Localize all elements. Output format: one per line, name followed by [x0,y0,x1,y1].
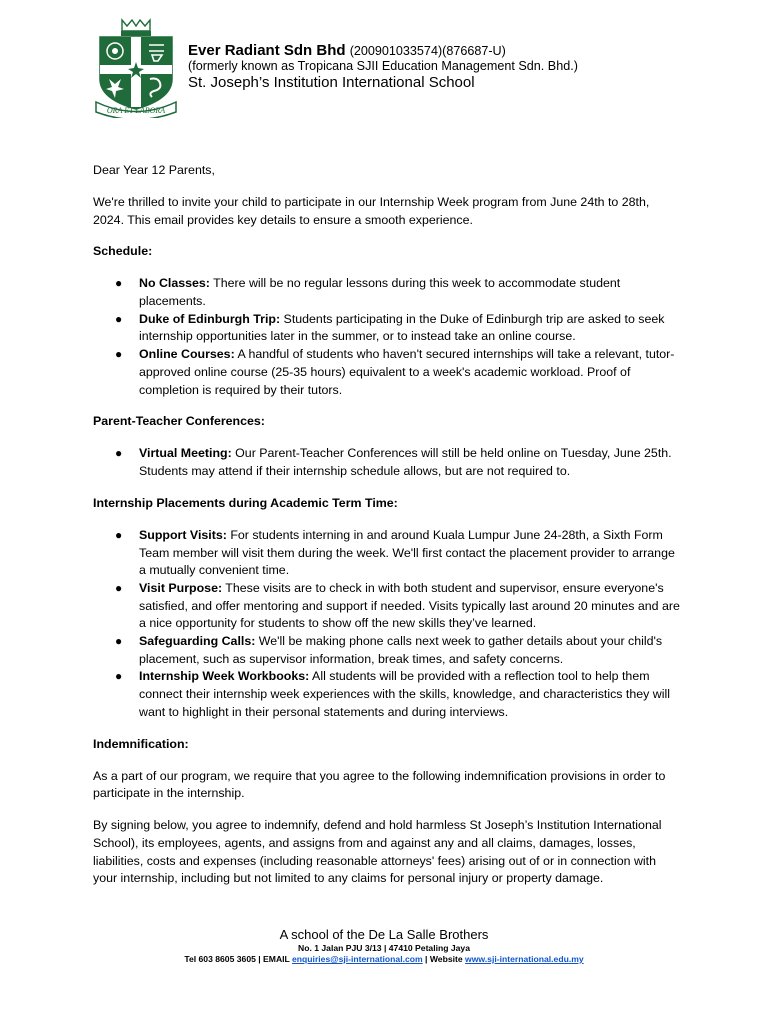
list-item [115,346,683,399]
company-line [188,43,578,59]
bullet-icon: ● [115,446,123,461]
item-text: Our Parent-Teacher Conferences will still be held online on Tuesday, June 25th. Students may attend if their internship schedule allows, but are not required to. [139,446,672,479]
placements-list [93,527,683,722]
indemnification-heading: Indemnification: [93,736,189,751]
item-label: No Classes: [139,276,210,291]
bullet-icon: ● [115,311,123,326]
footer [0,927,768,965]
item-label: Duke of Edinburgh Trip: [139,311,281,326]
company-numbers: (200901033574)(876687-U) [349,44,506,58]
item-label: Virtual Meeting: [139,446,232,461]
item-text: For students interning in and around Kuala Lumpur June 24-28th, a Sixth Form Team member will visit them during the week. We'll first contact the placement provider to arrange a mutually convenient time. [139,527,675,578]
letter-body [93,162,683,902]
school-crest-logo [94,17,178,118]
footer-address: No. 1 Jalan PJU 3/13 | 47410 Petaling Jaya [298,943,470,953]
website-link[interactable]: www.sji-international.edu.my [465,954,584,964]
company-name: Ever Radiant Sdn Bhd [188,42,346,59]
placements-heading: Internship Placements during Academic Term Time: [93,495,398,510]
schedule-heading: Schedule: [93,244,153,259]
letterhead [188,43,578,91]
footer-website-label: | Website [422,954,466,964]
ptc-heading: Parent-Teacher Conferences: [93,414,265,429]
item-label: Internship Week Workbooks: [139,669,310,684]
item-text: Students participating in the Duke of Edinburgh trip are asked to seek internship opportunities later in the summer, or to instead take an online course. [139,311,665,344]
intro-paragraph: We're thrilled to invite your child to participate in our Internship Week program from June 24th to 28th, 2024. This email provides key details to ensure a smooth experience. [93,194,650,227]
greeting: Dear Year 12 Parents, [93,163,215,177]
ptc-list [93,445,683,480]
schedule-list [93,275,683,399]
school-crest-icon [94,17,178,118]
list-item [115,445,683,480]
bullet-icon: ● [115,580,123,595]
motto-text: ORA ET LABORA [106,106,166,115]
footer-tel: Tel 603 8605 3605 | EMAIL [184,954,293,964]
footer-contact [0,954,768,965]
footer-tagline: A school of the De La Salle Brothers [279,927,489,942]
bullet-icon: ● [115,276,123,291]
email-link[interactable]: enquiries@sji-international.com [292,954,423,964]
indemnification-paragraph-1: As a part of our program, we require that you agree to the following indemnification provisions in order to participate in the internship. [93,768,666,801]
school-name: St. Joseph’s Institution International School [188,74,475,91]
formerly-known-as: (formerly known as Tropicana SJII Education Management Sdn. Bhd.) [188,59,578,73]
item-label: Support Visits: [139,527,227,542]
bullet-icon: ● [115,347,123,362]
item-label: Visit Purpose: [139,580,223,595]
list-item [115,633,683,668]
item-text: These visits are to check in with both student and supervisor, ensure everyone's satisfied, and offer mentoring and support if needed. Visits typically last around 20 minutes and are a nice opportunity for students to show off the new skills they’ve learned. [139,580,680,631]
item-text: We'll be making phone calls next week to gather details about your child's placement, such as supervisor information, break times, and safety concerns. [139,634,663,666]
list-item [115,668,683,721]
item-text: There will be no regular lessons during this week to accommodate student placements. [139,276,621,309]
bullet-icon: ● [115,634,123,649]
item-label: Online Courses: [139,347,235,362]
bullet-icon: ● [115,527,123,542]
indemnification-paragraph-2: By signing below, you agree to indemnify, defend and hold harmless St Joseph’s Institution International School), its employees, agents, and assigns from and against any and all claims, damages, losses, liabilities, costs and expenses (including reasonable attorneys' fees) arising out of or in connection with your internship, including but not limited to any claims for personal injury or property damage. [93,818,662,886]
list-item [115,275,683,310]
bullet-icon: ● [115,669,123,684]
list-item [115,311,683,346]
item-text: A handful of students who haven't secured internships will take a relevant, tutor-approved online course (25-35 hours) equivalent to a week's academic workload. Proof of completion is required by their tutors. [139,347,675,397]
list-item [115,527,683,580]
list-item [115,580,683,633]
item-text: All students will be provided with a reflection tool to help them connect their internship week experiences with the skills, knowledge, and characteristics they will want to highlight in their personal statements and during interviews. [139,669,670,719]
item-label: Safeguarding Calls: [139,634,256,649]
